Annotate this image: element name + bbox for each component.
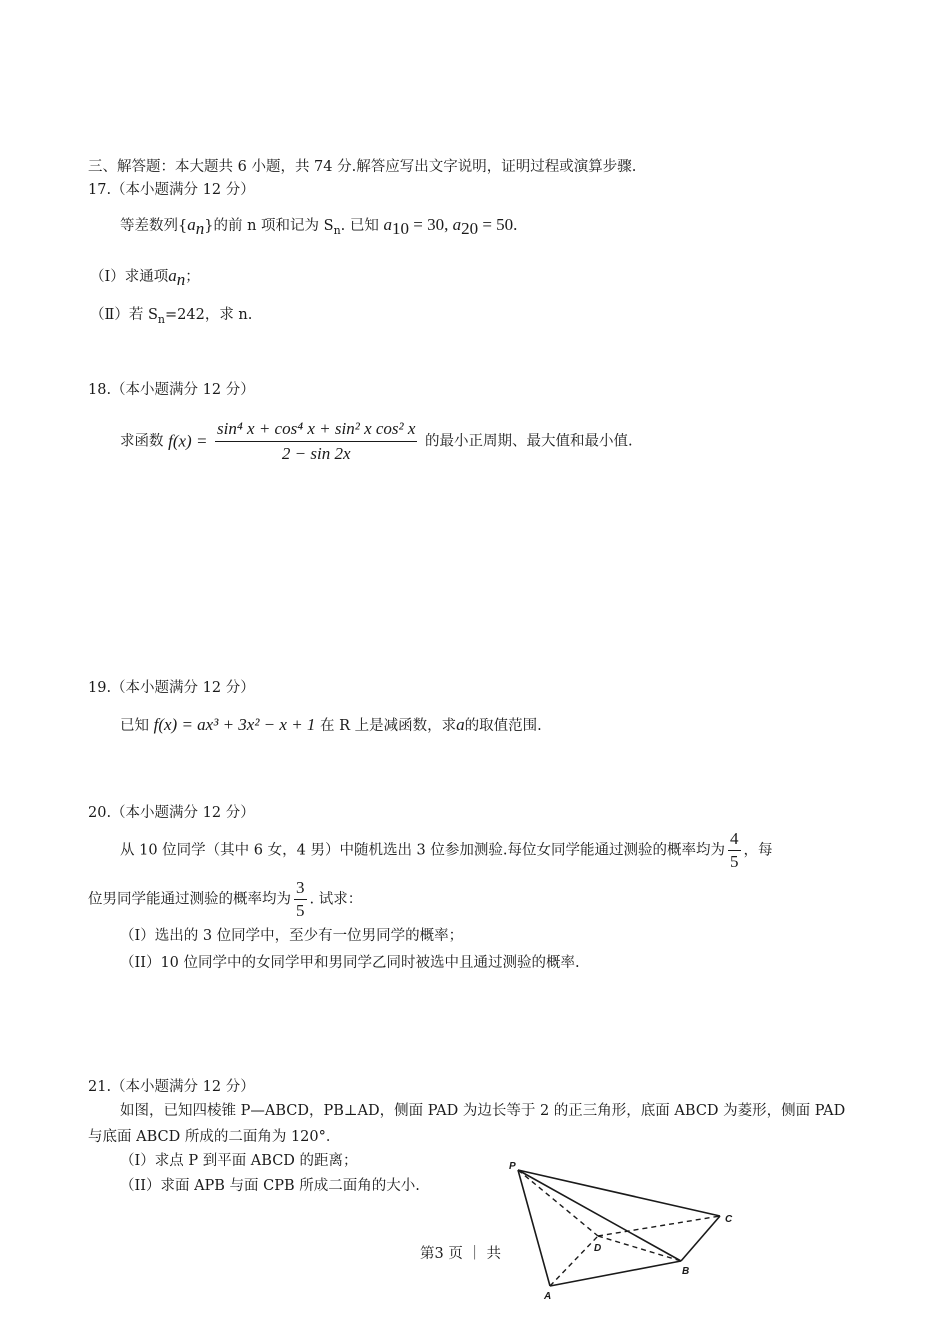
q21-part2: （II）求面 APB 与面 CPB 所成二面角的大小. <box>120 1178 420 1194</box>
q20-part1: （I）选出的 3 位同学中，至少有一位男同学的概率； <box>120 928 464 944</box>
q20-title: 20.（本小题满分 12 分） <box>88 805 255 821</box>
edge-pa <box>518 1170 550 1286</box>
q17-title: 17.（本小题满分 12 分） <box>88 182 255 198</box>
q20-line2: 位男同学能通过测验的概率均为 $\frac{3}{5}$ . 试求： <box>88 878 363 920</box>
q17-part1: （Ⅰ）求通项$a_n$； <box>90 266 200 289</box>
edge-pc <box>518 1170 720 1216</box>
page-footer: 第3 页 ｜ 共 <box>420 1246 502 1262</box>
q21-part1: （I）求点 P 到平面 ABCD 的距离； <box>120 1153 358 1169</box>
q18-numerator: sin⁴ x + cos⁴ x + sin² x cos² x <box>215 417 417 442</box>
q17-part2: （Ⅱ）若 $S_n=242$，求 n. <box>90 307 253 326</box>
q20-part2: （II）10 位同学中的女同学甲和男同学乙同时被选中且通过测验的概率. <box>120 955 580 971</box>
label-b: B <box>682 1266 690 1277</box>
q18-stem: 求函数 f(x) = $\frac{\text{sin⁴ x + cos⁴ x + sin² x cos² x}}{2 - \sin 2x}$ 的最小正周期、最大值和最小值. <box>120 417 633 466</box>
q18-title: 18.（本小题满分 12 分） <box>88 382 255 398</box>
q19-stem: 已知 f(x) = ax³ + 3x² − x + 1 在 R 上是减函数，求a的取值范围. <box>120 715 542 734</box>
q21-line1: 如图，已知四棱锥 P—ABCD，PB⊥AD，侧面 PAD 为边长等于 2 的正三角形，底面 ABCD 为菱形，侧面 PAD <box>120 1103 846 1119</box>
q20-line1: 从 10 位同学（其中 6 女，4 男）中随机选出 3 位参加测验.每位女同学能通过测验的概率均为 $\frac{4}{5}$ ，每 <box>120 829 773 871</box>
edge-dc-hidden <box>598 1216 720 1236</box>
q21-title: 21.（本小题满分 12 分） <box>88 1079 255 1095</box>
label-d: D <box>594 1243 602 1254</box>
q20-frac-female: $\frac{4}{5}$ <box>730 829 739 871</box>
q21-line2: 与底面 ABCD 所成的二面角为 120°． <box>88 1129 341 1145</box>
label-a: A <box>544 1291 552 1302</box>
edge-bc <box>681 1216 720 1261</box>
edge-db-hidden <box>598 1236 681 1261</box>
label-c: C <box>725 1214 733 1225</box>
label-p: P <box>509 1161 516 1172</box>
q18-denominator: 2 − sin 2x <box>281 444 351 463</box>
section-header: 三、解答题：本大题共 6 小题，共 74 分.解答应写出文字说明，证明过程或演算步骤. <box>88 159 637 175</box>
q18-fraction <box>215 417 417 466</box>
pyramid-figure <box>498 1158 748 1303</box>
q17-stem: 等差数列$\{a_n\}$的前 n 项和记为 $S_n$. 已知 $a_{10} = 30$, $a_{20} = 50$. <box>120 215 518 238</box>
q20-frac-male: $\frac{3}{5}$ <box>296 878 305 920</box>
q19-title: 19.（本小题满分 12 分） <box>88 680 255 696</box>
